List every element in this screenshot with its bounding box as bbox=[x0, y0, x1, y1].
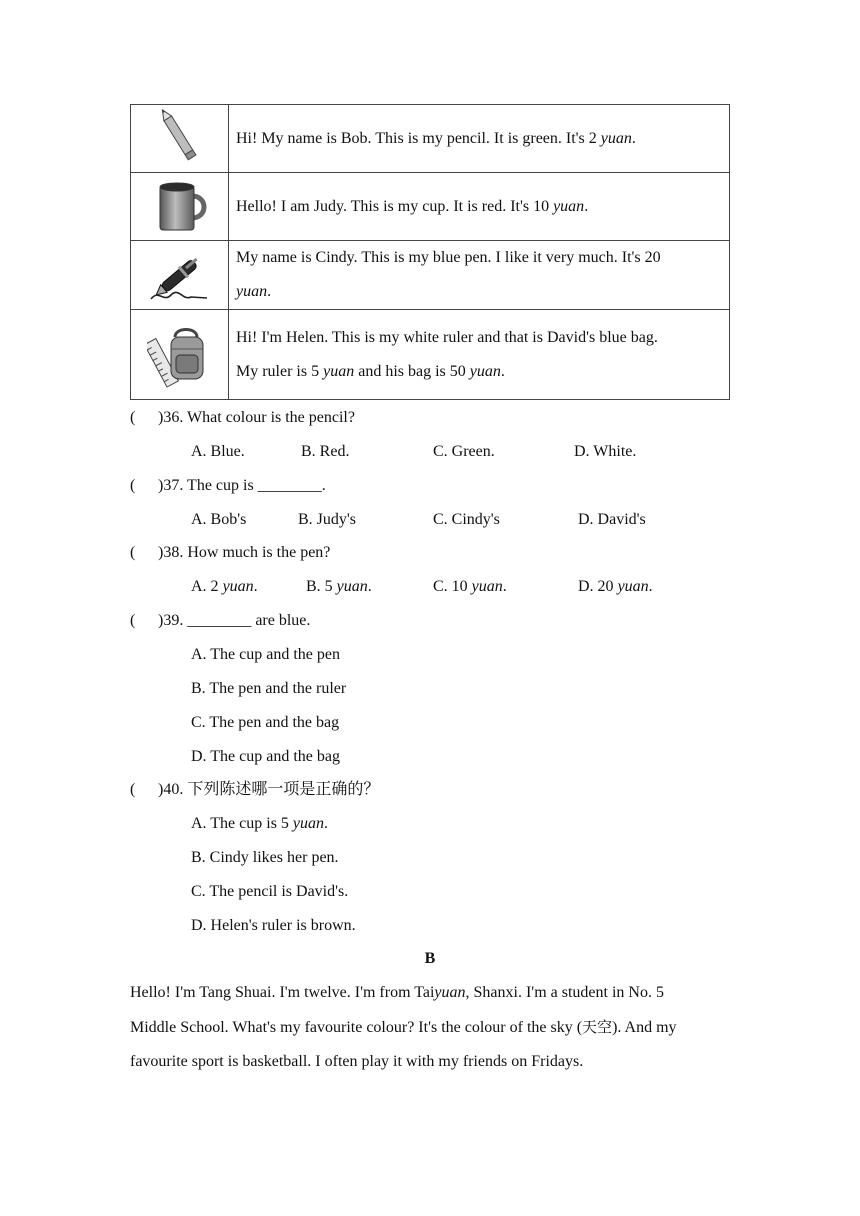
row-text-end: . bbox=[584, 197, 589, 215]
row-text-end: . bbox=[267, 283, 272, 300]
option-c: C. The pencil is David's. bbox=[191, 883, 349, 900]
answer-blank[interactable]: ( bbox=[130, 544, 136, 561]
table-row bbox=[131, 241, 730, 310]
option-c: C. Green. bbox=[433, 443, 495, 460]
option-a: A. 2 yuan. bbox=[191, 578, 258, 595]
question-40 bbox=[130, 780, 379, 800]
passage-line: Middle School. What's my favourite colour? It's the colour of the sky (天空). And my bbox=[130, 1018, 677, 1036]
option-c: C. The pen and the bag bbox=[191, 714, 340, 731]
image-cell bbox=[131, 310, 229, 400]
answer-blank[interactable]: ( bbox=[130, 612, 136, 629]
row-text bbox=[229, 310, 730, 400]
option-a: A. The cup and the pen bbox=[191, 646, 340, 663]
question-text: )37. The cup is ________. bbox=[158, 477, 326, 494]
option-d: D. The cup and the bag bbox=[191, 748, 340, 765]
passage-line: Hello! I'm Tang Shuai. I'm twelve. I'm from Taiyuan, Shanxi. I'm a student in No. 5 bbox=[130, 984, 664, 1001]
question-39 bbox=[130, 611, 310, 631]
image-cell bbox=[131, 241, 229, 310]
reading-passage bbox=[130, 976, 730, 1079]
option-a: A. The cup is 5 yuan. bbox=[191, 815, 329, 832]
image-cell bbox=[131, 173, 229, 241]
row-text bbox=[229, 241, 730, 310]
answer-blank[interactable]: ( bbox=[130, 781, 136, 798]
pen-icon bbox=[147, 245, 213, 305]
question-text: )36. What colour is the pencil? bbox=[158, 409, 355, 426]
option-d: D. Helen's ruler is brown. bbox=[191, 917, 356, 934]
currency-unit: yuan bbox=[600, 129, 632, 147]
option-d: D. 20 yuan. bbox=[578, 578, 653, 595]
row-text bbox=[229, 173, 730, 241]
row-text-end: . bbox=[500, 362, 505, 380]
row-text-main: Hi! I'm Helen. This is my white ruler and that is David's blue bag. bbox=[236, 328, 658, 346]
section-heading: B bbox=[424, 950, 436, 967]
image-cell bbox=[131, 105, 229, 173]
answer-blank[interactable]: ( bbox=[130, 409, 136, 426]
option-b: B. Red. bbox=[301, 443, 350, 460]
question-text: )39. ________ are blue. bbox=[158, 612, 311, 629]
question-text: )38. How much is the pen? bbox=[158, 544, 331, 561]
option-b: B. 5 yuan. bbox=[306, 578, 372, 595]
passage-line: favourite sport is basketball. I often play it with my friends on Fridays. bbox=[130, 1053, 584, 1070]
row-text-main: My name is Cindy. This is my blue pen. I like it very much. It's 20 bbox=[236, 249, 661, 266]
cup-icon bbox=[152, 178, 208, 236]
option-a: A. Bob's bbox=[191, 511, 247, 528]
option-b: B. Judy's bbox=[298, 511, 357, 528]
pencil-icon bbox=[150, 108, 210, 170]
reading-table bbox=[130, 104, 730, 400]
ruler-and-bag-icon bbox=[147, 321, 213, 389]
row-text-main: Hello! I am Judy. This is my cup. It is red. It's 10 bbox=[236, 197, 554, 215]
currency-unit: yuan bbox=[236, 283, 268, 300]
table-row bbox=[131, 173, 730, 241]
question-36 bbox=[130, 408, 355, 428]
question-text: )40. 下列陈述哪一项是正确的？ bbox=[158, 781, 380, 798]
table-row bbox=[131, 105, 730, 173]
option-c: C. Cindy's bbox=[433, 511, 500, 528]
question-38 bbox=[130, 543, 330, 563]
option-a: A. Blue. bbox=[191, 443, 245, 460]
currency-unit: yuan bbox=[553, 197, 585, 215]
currency-unit: yuan bbox=[323, 362, 355, 380]
option-d: D. White. bbox=[574, 443, 637, 460]
option-d: D. David's bbox=[578, 511, 646, 528]
option-c: C. 10 yuan. bbox=[433, 578, 507, 595]
row-text-part: My ruler is 5 bbox=[236, 362, 324, 380]
row-text bbox=[229, 105, 730, 173]
row-text-part: and his bag is 50 bbox=[354, 362, 470, 380]
question-37 bbox=[130, 476, 326, 496]
currency-unit: yuan bbox=[469, 362, 501, 380]
answer-blank[interactable]: ( bbox=[130, 477, 136, 494]
row-text-end: . bbox=[631, 129, 636, 147]
row-text-main: Hi! My name is Bob. This is my pencil. It is green. It's 2 bbox=[236, 129, 601, 147]
option-b: B. The pen and the ruler bbox=[191, 680, 347, 697]
table-row bbox=[131, 310, 730, 400]
option-b: B. Cindy likes her pen. bbox=[191, 849, 339, 866]
